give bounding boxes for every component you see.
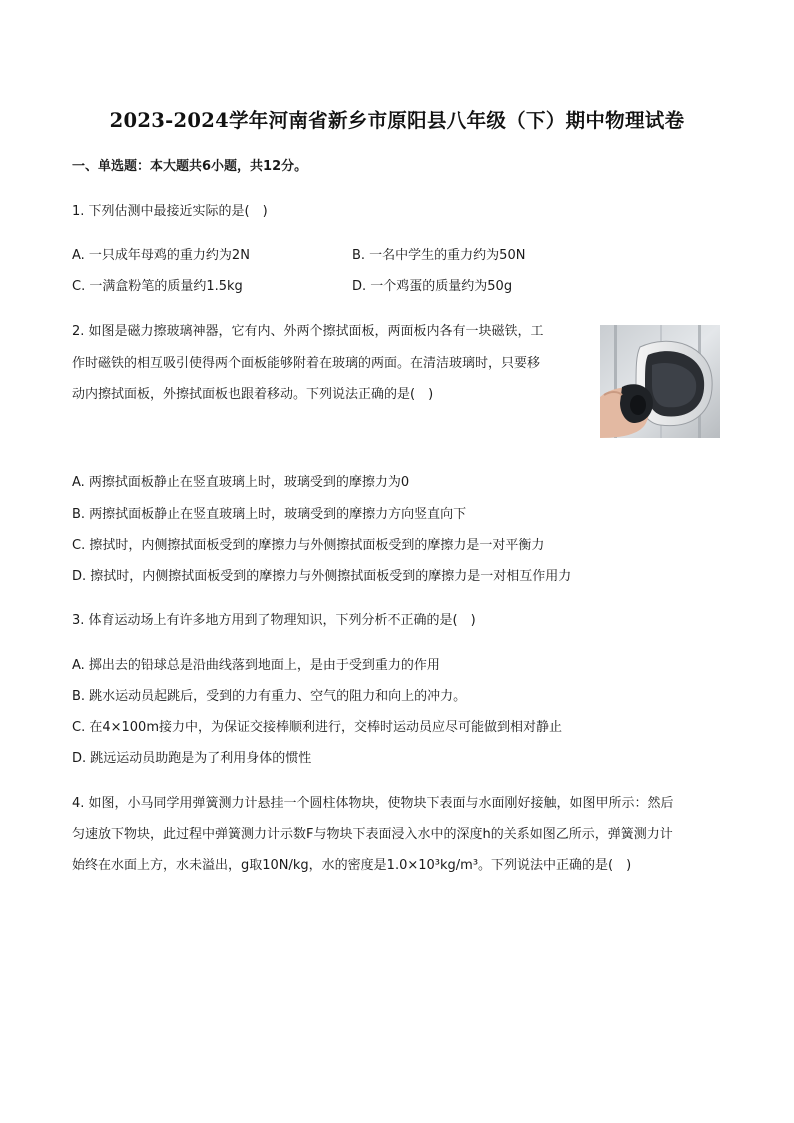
question-2-stem-line-2: 作时磁铁的相互吸引使得两个面板能够附着在玻璃的两面。在清洁玻璃时，只要移 xyxy=(72,356,541,371)
question-3-option-d: D. 跳远运动员助跑是为了利用身体的惯性 xyxy=(72,751,312,766)
question-1-option-b: B. 一名中学生的重力约为50N xyxy=(352,248,526,263)
section-heading-single-choice: 一、单选题：本大题共6小题，共12分。 xyxy=(72,159,308,174)
question-1-option-a: A. 一只成年母鸡的重力约为2N xyxy=(72,248,250,263)
question-1-option-c: C. 一满盒粉笔的质量约1.5kg xyxy=(72,279,243,294)
question-2-stem-line-3: 动内擦拭面板，外擦拭面板也跟着移动。下列说法正确的是( ) xyxy=(72,387,434,402)
question-4-stem-line-1: 4. 如图，小马同学用弹簧测力计悬挂一个圆柱体物块，使物块下表面与水面刚好接触，如图甲所示：然后 xyxy=(72,796,674,811)
question-1-option-d: D. 一个鸡蛋的质量约为50g xyxy=(352,279,513,294)
question-3-stem: 3. 体育运动场上有许多地方用到了物理知识，下列分析不正确的是( ) xyxy=(72,613,476,628)
question-3-option-b: B. 跳水运动员起跳后，受到的力有重力、空气的阻力和向上的冲力。 xyxy=(72,689,467,704)
magnetic-window-cleaner-photo xyxy=(600,325,720,438)
exam-title: 2023-2024学年河南省新乡市原阳县八年级（下）期中物理试卷 xyxy=(109,109,685,132)
question-4-stem-line-3: 始终在水面上方，水未溢出，g取10N/kg，水的密度是1.0×10³kg/m³。下列说法中正确的是( ) xyxy=(72,858,632,873)
question-3-option-a: A. 掷出去的铅球总是沿曲线落到地面上，是由于受到重力的作用 xyxy=(72,658,440,673)
question-3-option-c: C. 在4×100m接力中，为保证交接棒顺利进行，交棒时运动员应尽可能做到相对静止 xyxy=(72,720,562,735)
question-2-stem-line-1: 2. 如图是磁力擦玻璃神器，它有内、外两个擦拭面板，两面板内各有一块磁铁，工 xyxy=(72,324,544,339)
question-2-option-c: C. 擦拭时，内侧擦拭面板受到的摩擦力与外侧擦拭面板受到的摩擦力是一对平衡力 xyxy=(72,538,545,553)
question-1-stem: 1. 下列估测中最接近实际的是( ) xyxy=(72,204,268,219)
question-2-option-a: A. 两擦拭面板静止在竖直玻璃上时，玻璃受到的摩擦力为0 xyxy=(72,475,410,490)
question-2-option-d: D. 擦拭时，内侧擦拭面板受到的摩擦力与外侧擦拭面板受到的摩擦力是一对相互作用力 xyxy=(72,569,572,584)
question-4-stem-line-2: 匀速放下物块，此过程中弹簧测力计示数F与物块下表面浸入水中的深度h的关系如图乙所示，弹簧测力计 xyxy=(72,827,673,842)
question-2-option-b: B. 两擦拭面板静止在竖直玻璃上时，玻璃受到的摩擦力方向竖直向下 xyxy=(72,507,467,522)
